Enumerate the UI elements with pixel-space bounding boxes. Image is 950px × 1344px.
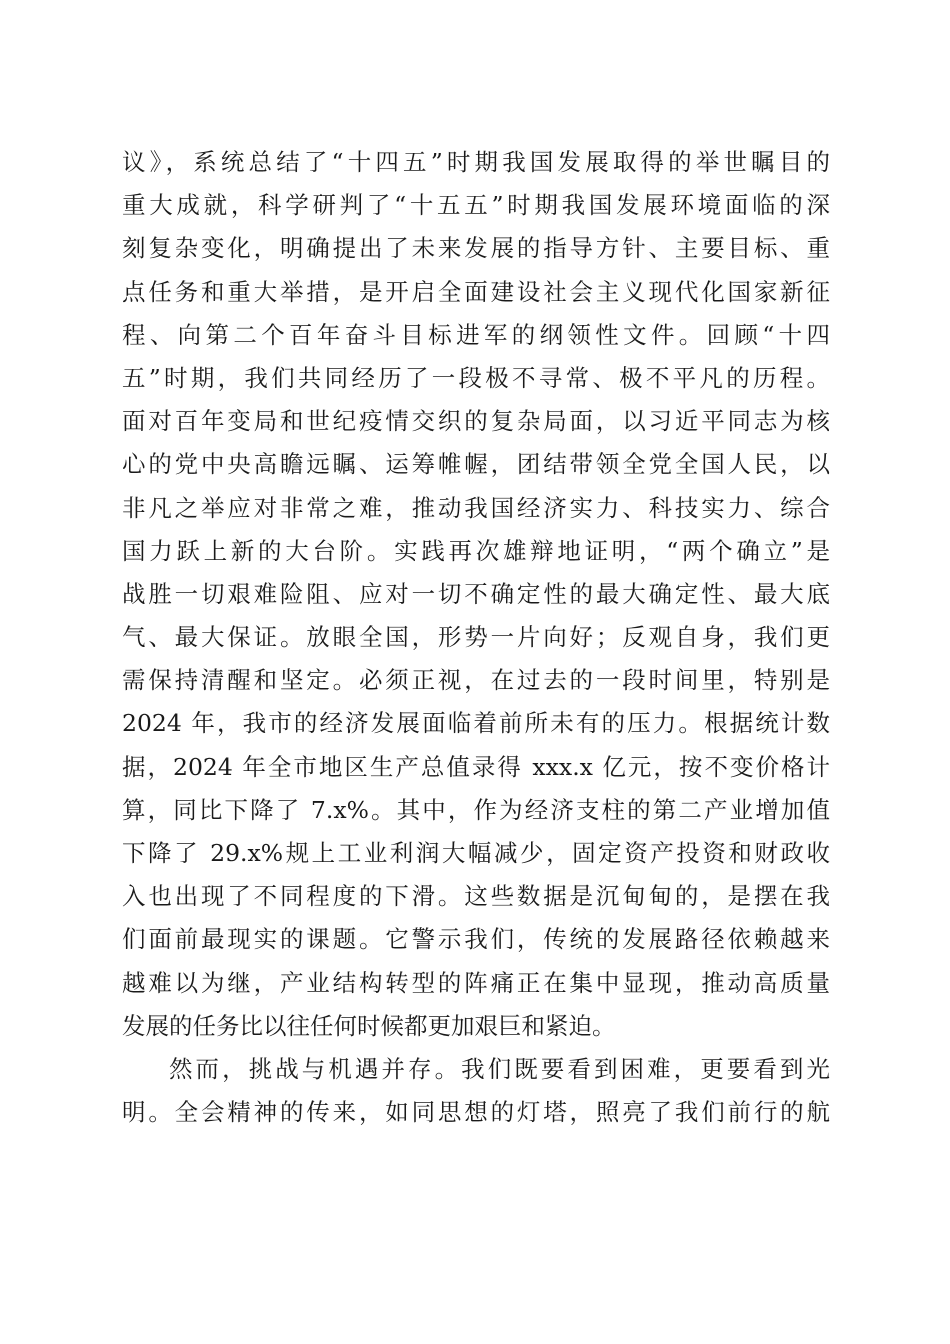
text-line: 面对百年变局和世纪疫情交织的复杂局面，以习近平同志为核 [122, 407, 830, 436]
text-line: 非凡之举应对非常之难，推动我国经济实力、科技实力、综合 [122, 493, 830, 522]
text-line: 越难以为继，产业结构转型的阵痛正在集中显现，推动高质量 [122, 968, 830, 997]
text-line: 气、最大保证。放眼全国，形势一片向好；反观自身，我们更 [122, 623, 830, 652]
text-line: 点任务和重大举措，是开启全面建设社会主义现代化国家新征 [122, 277, 830, 306]
text-line: 下降了 29.x%规上工业利润大幅减少，固定资产投资和财政收 [122, 839, 830, 867]
text-line: 国力跃上新的大台阶。实践再次雄辩地证明，“两个确立”是 [122, 536, 830, 565]
text-line: 重大成就，科学研判了“十五五”时期我国发展环境面临的深 [122, 191, 830, 220]
text-line: 议》，系统总结了“十四五”时期我国发展取得的举世瞩目的 [122, 148, 830, 176]
text-line: 五”时期，我们共同经历了一段极不寻常、极不平凡的历程。 [122, 363, 830, 392]
text-line: 入也出现了不同程度的下滑。这些数据是沉甸甸的，是摆在我 [122, 882, 830, 911]
text-line: 2024 年，我市的经济发展面临着前所未有的压力。根据统计数 [122, 709, 830, 738]
body-text [122, 141, 830, 1134]
text-line: 战胜一切艰难险阻、应对一切不确定性的最大确定性、最大底 [122, 579, 830, 608]
text-line: 程、向第二个百年奋斗目标进军的纲领性文件。回顾“十四 [122, 320, 830, 349]
text-line: 心的党中央高瞻远瞩、运筹帷幄，团结带领全党全国人民，以 [122, 450, 830, 479]
text-line: 然而，挑战与机遇并存。我们既要看到困难，更要看到光 [169, 1054, 830, 1083]
text-line: 明。全会精神的传来，如同思想的灯塔，照亮了我们前行的航 [122, 1098, 830, 1127]
text-line: 刻复杂变化，明确提出了未来发展的指导方针、主要目标、重 [122, 234, 830, 263]
text-line: 需保持清醒和坚定。必须正视，在过去的一段时间里，特别是 [122, 666, 830, 695]
text-line: 们面前最现实的课题。它警示我们，传统的发展路径依赖越来 [122, 925, 830, 954]
text-line: 据，2024 年全市地区生产总值录得 xxx.x 亿元，按不变价格计 [122, 752, 830, 781]
text-line: 发展的任务比以往任何时候都更加艰巨和紧迫。 [122, 1011, 616, 1040]
text-line: 算，同比下降了 7.x%。其中，作为经济支柱的第二产业增加值 [122, 795, 830, 824]
